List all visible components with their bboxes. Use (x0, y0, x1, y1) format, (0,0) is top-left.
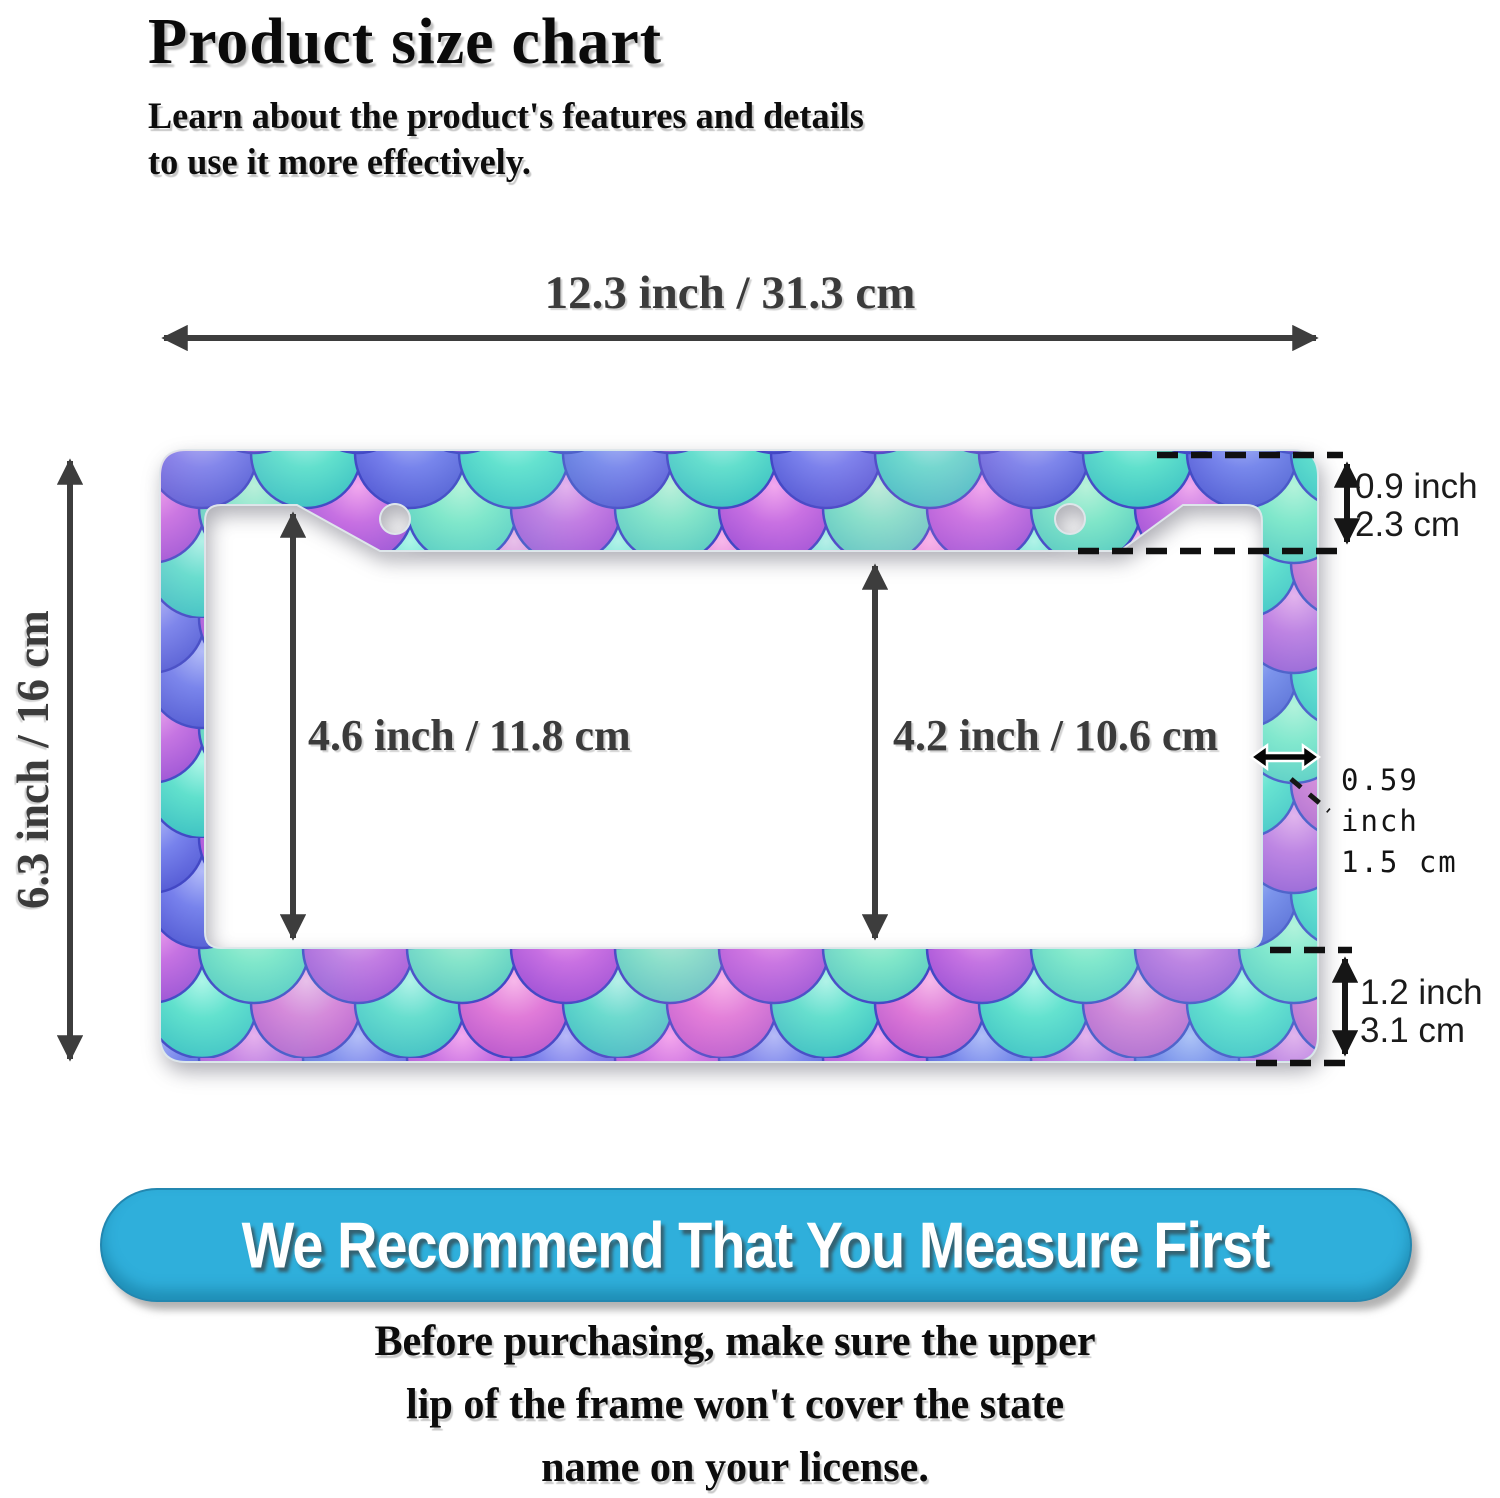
side-width-cm: 1.5 cm (1341, 845, 1458, 879)
subtitle-line-1: Learn about the product's features and details (148, 96, 864, 137)
overall-height-label: 6.3 inch / 16 cm (8, 610, 58, 910)
subtitle-line-2: to use it more effectively. (148, 142, 531, 183)
purchase-note-line-1: Before purchasing, make sure the upper (374, 1318, 1096, 1365)
purchase-note-line-2: lip of the frame won't cover the state (405, 1381, 1065, 1428)
page-title: Product size chart (148, 5, 663, 78)
bottom-lip-inch: 1.2 inch (1360, 973, 1483, 1012)
top-lip-inch: 0.9 inch (1355, 467, 1478, 506)
bottom-lip-cm: 3.1 cm (1360, 1011, 1466, 1050)
recommendation-banner-text: We Recommend That You Measure First (242, 1208, 1270, 1282)
top-lip-cm: 2.3 cm (1355, 505, 1461, 544)
recommendation-banner (100, 1188, 1412, 1302)
purchase-note (15, 1310, 1456, 1498)
inner-height-right-label: 4.2 inch / 10.6 cm (893, 711, 1219, 760)
purchase-note-line-3: name on your license. (541, 1444, 929, 1491)
top-lip-label (1355, 468, 1478, 544)
bottom-lip-label (1360, 974, 1483, 1050)
side-width-leader-dash (1291, 779, 1329, 811)
side-width-label (1341, 760, 1500, 883)
overall-width-label: 12.3 inch / 31.3 cm (544, 267, 916, 319)
side-width-inch: 0.59 inch (1341, 763, 1419, 838)
inner-height-left-label: 4.6 inch / 11.8 cm (308, 711, 631, 760)
side-width-arrow (1251, 746, 1319, 769)
